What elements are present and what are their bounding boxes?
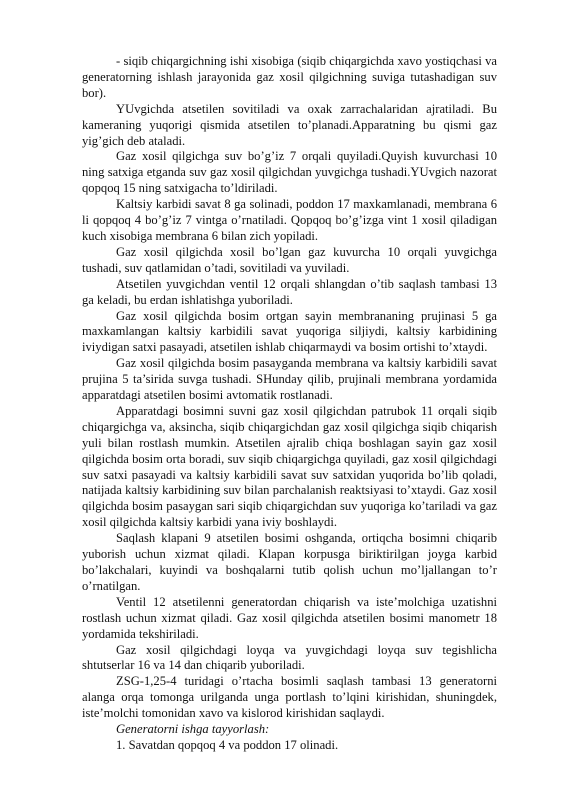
paragraph: Gaz xosil qilgichdagi loyqa va yuvgichdagi loyqa suv tegishlicha shtutserlar 16 va 14 dan chiqarib yuboriladi.: [82, 642, 497, 673]
paragraph: Saqlash klapani 9 atsetilen bosimi oshganda, ortiqcha bosimni chiqarib yuborish uchun xizmat qiladi. Klapan korpusga biriktirilgan joyga karbid bo’lakchalari, kuyindi va boshqalarni tutib qolish uchun mo’ljallangan to’r o’rnatilgan.: [82, 531, 497, 593]
list-item: 1. Savatdan qopqoq 4 va poddon 17 olinadi.: [116, 737, 339, 752]
paragraph: - siqib chiqargichning ishi xisobiga (siqib chiqargichda xavo yostiqchasi va generatorning ishlash jarayonida gaz xosil qilgichning suviga tutashadigan suv bor).: [82, 54, 497, 100]
paragraph: ZSG-1,25-4 turidagi o’rtacha bosimli saqlash tambasi 13 generatorni alanga orqa tomonga urilganda unga portlash to’lqini kirishidan, shuningdek, iste’molchi tomonidan xavo va kislorod kirishidan saqlaydi.: [82, 674, 497, 721]
paragraph: YUvgichda atsetilen sovitiladi va oxak zarrachalaridan ajratiladi. Bu kameraning yuqorigi qismida atsetilen to’planadi.Apparatning bu qismi gaz yig’gich deb ataladi.: [82, 101, 497, 148]
paragraph: Gaz xosil qilgichda xosil bo’lgan gaz kuvurcha 10 orqali yuvgichga tushadi, suv qatlamidan o’tadi, sovitiladi va yuviladi.: [82, 244, 497, 275]
paragraph: Gaz xosil qilgichga suv bo’g’iz 7 orqali quyiladi.Quyish kuvurchasi 10 ning satxiga etganda suv gaz xosil qilgichdan yuvgichga tushadi.YUvgich nazorat qopqoq 15 ning satxigacha to’ldiriladi.: [82, 149, 497, 196]
paragraph: Apparatdagi bosimni suvni gaz xosil qilgichdan patrubok 11 orqali siqib chiqargichga va, aksincha, siqib chiqargichdan gaz xosil qilgichga siqib chiqarish yuli bilan rostlash mumkin. Atsetilen ajralib chiqa boshlagan sayin gaz xosil qilgichda bosim orta boradi, suv siqib chiqargichga quyiladi, gaz xosil qilgichdagi suv satxi pasayadi va kaltsiy karbidili savat suv satxidan yuqorida bo’lib qoladi, natijada kaltsiy karbidining suv bilan parchalanish reaktsiyasi to’xtaydi. Gaz xosil qilgichda bosim pasaygan sari siqib chiqargichdan suv yuqoriga ko’tariladi va gaz xosil qilgichda kaltsiy karbidi yana iviy boshlaydi.: [82, 403, 497, 530]
paragraph: Gaz xosil qilgichda bosim pasayganda membrana va kaltsiy karbidili savat prujina 5 ta’sirida suvga tushadi. SHunday qilib, prujinali membrana yordamida apparatdagi atsetilen bosimi avtomatik rostlanadi.: [82, 356, 497, 403]
paragraph: Ventil 12 atsetilenni generatordan chiqarish va iste’molchiga uzatishni rostlash uchun xizmat qiladi. Gaz xosil qilgichda atsetilen bosimi manometr 18 yordamida tekshiriladi.: [82, 594, 497, 641]
document-body: [82, 54, 497, 754]
section-heading: Generatorni ishga tayyorlash:: [116, 722, 270, 737]
paragraph: Atsetilen yuvgichdan ventil 12 orqali shlangdan o’tib saqlash tambasi 13 ga keladi, bu erdan ishlatishga yuboriladi.: [82, 276, 497, 307]
paragraph: Kaltsiy karbidi savat 8 ga solinadi, poddon 17 maxkamlanadi, membrana 6 li qopqoq 4 bo’g’iz 7 vintga o’rnatiladi. Qopqoq bo’g’izga vint 1 xosil qiladigan kuch xisobiga membrana 6 bilan zich yopiladi.: [82, 197, 497, 243]
paragraph: Gaz xosil qilgichda bosim ortgan sayin membrananing prujinasi 5 ga maxkamlangan kaltsiy karbidili savat yuqoriga siljiydi, kaltsiy karbidining iviydigan satxi pasayadi, atsetilen ishlab chiqarmaydi va bosim ortishi to’xtaydi.: [82, 308, 497, 355]
